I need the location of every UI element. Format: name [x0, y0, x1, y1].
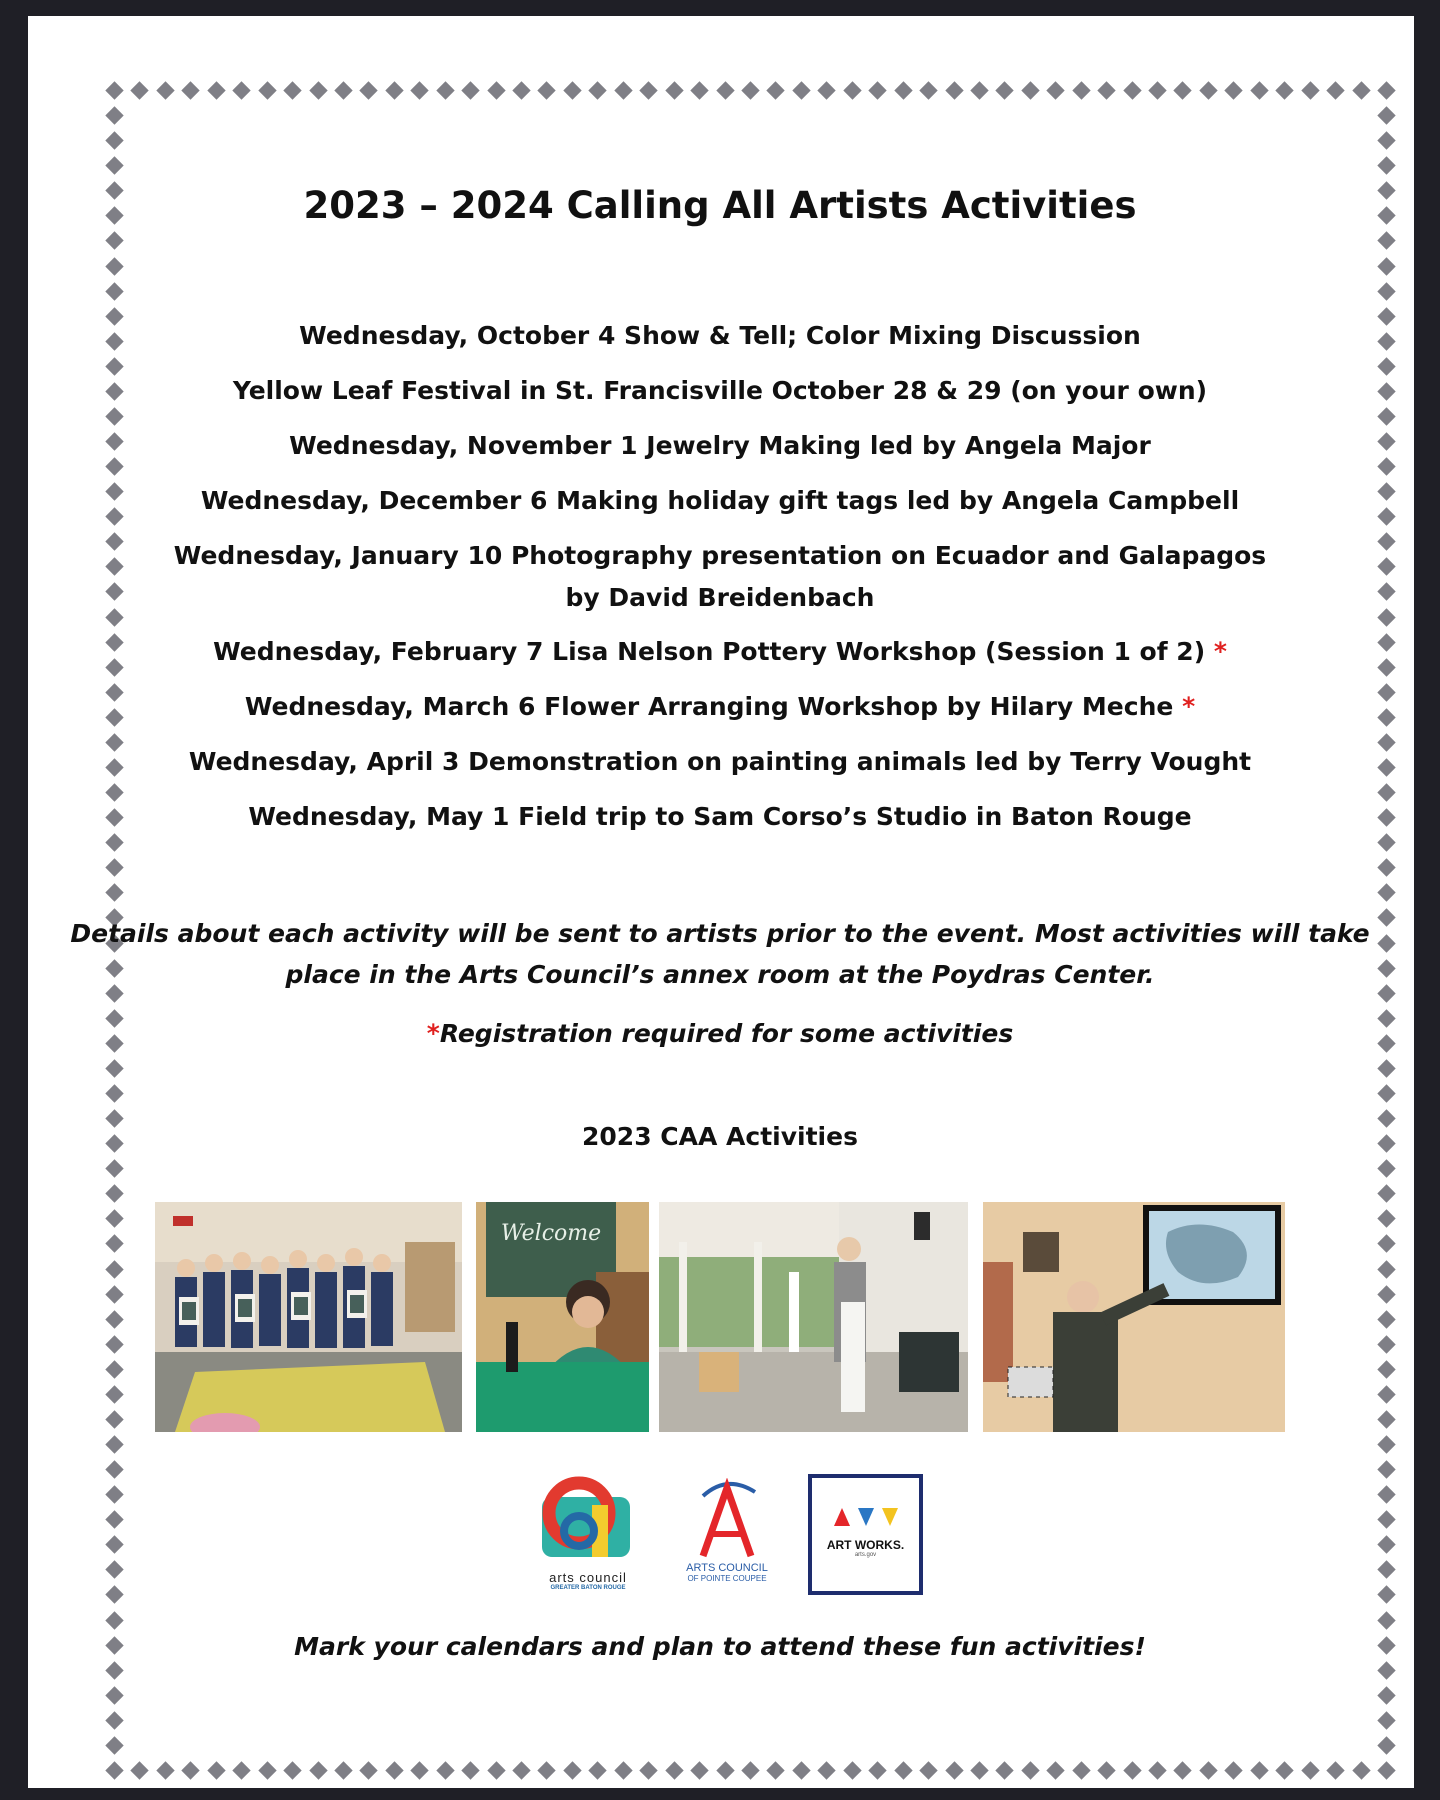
border-diamond	[1377, 658, 1395, 676]
border-diamond	[1377, 1185, 1395, 1203]
event-item-oct	[110, 315, 1330, 357]
event-text: Wednesday, December 6 Making holiday gift tags led by Angela Campbell	[200, 486, 1240, 515]
logo-gbr-line1: arts council	[549, 1570, 627, 1585]
border-diamond	[1174, 81, 1192, 99]
event-text: Yellow Leaf Festival in St. Francisville October 28 & 29 (on your own)	[232, 376, 1208, 405]
border-diamond	[589, 81, 607, 99]
border-diamond	[665, 1761, 683, 1779]
border-diamond	[1377, 1586, 1395, 1604]
border-diamond	[182, 1761, 200, 1779]
border-diamond	[818, 1761, 836, 1779]
border-diamond	[640, 81, 658, 99]
border-diamond	[919, 81, 937, 99]
page-title: 2023 – 2024 Calling All Artists Activities	[303, 184, 1137, 227]
border-diamond	[105, 859, 123, 877]
border-diamond	[283, 81, 301, 99]
border-diamond	[182, 81, 200, 99]
border-diamond	[1377, 508, 1395, 526]
border-diamond	[1377, 633, 1395, 651]
border-diamond	[1377, 909, 1395, 927]
border-diamond	[1377, 1134, 1395, 1152]
border-diamond	[1377, 1160, 1395, 1178]
border-diamond	[1377, 859, 1395, 877]
border-diamond	[1097, 81, 1115, 99]
border-diamond	[1250, 1761, 1268, 1779]
border-diamond	[131, 1761, 149, 1779]
border-diamond	[105, 81, 123, 99]
border-diamond	[1377, 533, 1395, 551]
border-diamond	[105, 1485, 123, 1503]
border-diamond	[1148, 81, 1166, 99]
border-diamond	[334, 1761, 352, 1779]
border-diamond	[105, 1059, 123, 1077]
border-diamond	[741, 81, 759, 99]
border-diamond	[1377, 1285, 1395, 1303]
photo-porch-painting	[659, 1202, 968, 1432]
border-diamond	[1021, 81, 1039, 99]
border-diamond	[1021, 1761, 1039, 1779]
border-diamond	[105, 1410, 123, 1428]
border-diamond	[105, 1160, 123, 1178]
group-painting-photo-icon	[155, 1202, 462, 1432]
border-diamond	[1377, 1084, 1395, 1102]
border-diamond	[792, 1761, 810, 1779]
border-diamond	[105, 1711, 123, 1729]
border-diamond	[1225, 81, 1243, 99]
registration-star: *	[1213, 637, 1227, 666]
border-diamond	[105, 1235, 123, 1253]
border-diamond	[232, 81, 250, 99]
border-diamond	[258, 1761, 276, 1779]
border-diamond	[741, 1761, 759, 1779]
border-diamond	[818, 81, 836, 99]
border-diamond	[105, 232, 123, 250]
border-diamond	[589, 1761, 607, 1779]
event-item-dec	[110, 480, 1330, 522]
border-diamond	[105, 1285, 123, 1303]
event-item-mar	[110, 686, 1330, 728]
border-diamond	[1377, 1410, 1395, 1428]
border-diamond	[1123, 81, 1141, 99]
border-diamond	[411, 1761, 429, 1779]
border-diamond	[1377, 1260, 1395, 1278]
border-diamond	[105, 1435, 123, 1453]
border-diamond	[945, 81, 963, 99]
border-diamond	[1199, 1761, 1217, 1779]
border-diamond	[1377, 482, 1395, 500]
registration-text: Registration required for some activities	[439, 1019, 1014, 1048]
registration-star: *	[426, 1019, 440, 1048]
border-diamond	[1377, 834, 1395, 852]
border-diamond	[1276, 1761, 1294, 1779]
closing-line: Mark your calendars and plan to attend these fun activities!	[294, 1632, 1146, 1661]
event-item-yellow-leaf	[110, 370, 1330, 412]
border-diamond	[461, 1761, 479, 1779]
border-diamond	[716, 81, 734, 99]
border-diamond	[1377, 583, 1395, 601]
border-diamond	[563, 1761, 581, 1779]
border-diamond	[767, 1761, 785, 1779]
border-diamond	[105, 157, 123, 175]
border-diamond	[1377, 1511, 1395, 1529]
border-diamond	[105, 884, 123, 902]
event-text: Wednesday, May 1 Field trip to Sam Corso’s Studio in Baton Rouge	[248, 802, 1192, 831]
border-diamond	[1377, 407, 1395, 425]
border-diamond	[1377, 733, 1395, 751]
border-diamond	[1352, 1761, 1370, 1779]
border-diamond	[105, 1210, 123, 1228]
border-diamond	[996, 81, 1014, 99]
border-diamond	[1148, 1761, 1166, 1779]
border-diamond	[512, 1761, 530, 1779]
border-diamond	[1377, 758, 1395, 776]
border-diamond	[1377, 959, 1395, 977]
border-diamond	[894, 1761, 912, 1779]
border-diamond	[105, 1511, 123, 1529]
event-text: Wednesday, November 1 Jewelry Making led by Angela Major	[289, 431, 1151, 460]
logo-pc-line2: OF POINTE COUPEE	[687, 1574, 767, 1583]
border-diamond	[309, 1761, 327, 1779]
art-works-triangles-icon	[812, 1478, 919, 1533]
border-diamond	[1097, 1761, 1115, 1779]
border-diamond	[1377, 1059, 1395, 1077]
border-diamond	[461, 81, 479, 99]
border-diamond	[1377, 457, 1395, 475]
border-diamond	[690, 1761, 708, 1779]
border-diamond	[1276, 81, 1294, 99]
border-diamond	[105, 1385, 123, 1403]
border-diamond	[156, 81, 174, 99]
border-diamond	[1072, 1761, 1090, 1779]
border-diamond	[716, 1761, 734, 1779]
border-diamond	[1377, 1686, 1395, 1704]
border-diamond	[1377, 1235, 1395, 1253]
border-diamond	[1377, 1561, 1395, 1579]
border-diamond	[105, 1260, 123, 1278]
border-diamond	[1377, 984, 1395, 1002]
logo-artworks-line2: arts.gov	[854, 1552, 877, 1558]
border-diamond	[309, 81, 327, 99]
border-diamond	[1377, 608, 1395, 626]
event-text: Wednesday, January 10 Photography presentation on Ecuador and Galapagos	[173, 541, 1267, 570]
border-diamond	[1377, 683, 1395, 701]
border-diamond	[1377, 106, 1395, 124]
border-diamond	[1377, 157, 1395, 175]
event-text: Wednesday, March 6 Flower Arranging Workshop by Hilary Meche	[244, 692, 1174, 721]
border-diamond	[538, 1761, 556, 1779]
border-diamond	[792, 81, 810, 99]
logo-pc-line1: ARTS COUNCIL	[686, 1562, 768, 1574]
border-diamond	[868, 1761, 886, 1779]
border-diamond	[1377, 1335, 1395, 1353]
border-diamond	[512, 81, 530, 99]
border-diamond	[105, 257, 123, 275]
event-text-continued: by David Breidenbach	[565, 583, 875, 612]
border-diamond	[1377, 382, 1395, 400]
border-diamond	[614, 81, 632, 99]
border-diamond	[767, 81, 785, 99]
border-diamond	[1377, 332, 1395, 350]
border-diamond	[1377, 884, 1395, 902]
border-diamond	[538, 81, 556, 99]
border-diamond	[1377, 1009, 1395, 1027]
border-diamond	[1377, 1385, 1395, 1403]
border-diamond	[1199, 81, 1217, 99]
border-diamond	[105, 131, 123, 149]
border-diamond	[1377, 1109, 1395, 1127]
border-diamond	[1377, 1460, 1395, 1478]
border-diamond	[1377, 558, 1395, 576]
border-diamond	[1326, 81, 1344, 99]
welcome-woman-photo-icon	[476, 1202, 649, 1432]
border-diamond	[996, 1761, 1014, 1779]
logo-artworks-line1: ART WORKS.	[826, 1538, 905, 1552]
border-diamond	[436, 1761, 454, 1779]
event-item-nov	[110, 425, 1330, 467]
border-diamond	[105, 1310, 123, 1328]
border-diamond	[665, 81, 683, 99]
border-diamond	[1377, 182, 1395, 200]
border-diamond	[131, 81, 149, 99]
border-diamond	[1047, 1761, 1065, 1779]
border-diamond	[360, 1761, 378, 1779]
logo-arts-council-gbr	[534, 1465, 642, 1597]
border-diamond	[207, 1761, 225, 1779]
border-diamond	[1377, 131, 1395, 149]
logo-art-works	[808, 1474, 923, 1595]
logo-gbr-line2: GREATER BATON ROUGE	[550, 1585, 626, 1591]
border-diamond	[411, 81, 429, 99]
border-diamond	[1377, 357, 1395, 375]
border-diamond	[105, 1335, 123, 1353]
border-diamond	[614, 1761, 632, 1779]
border-diamond	[1377, 1435, 1395, 1453]
event-item-apr	[110, 741, 1330, 783]
border-diamond	[1377, 207, 1395, 225]
border-diamond	[105, 106, 123, 124]
border-diamond	[232, 1761, 250, 1779]
border-diamond	[1377, 934, 1395, 952]
border-diamond	[105, 1686, 123, 1704]
details-line-2: place in the Arts Council’s annex room at the Poydras Center.	[285, 960, 1155, 989]
border-diamond	[1377, 783, 1395, 801]
border-diamond	[1250, 81, 1268, 99]
porch-painting-photo-icon	[659, 1202, 968, 1432]
event-text: Wednesday, February 7 Lisa Nelson Pottery Workshop (Session 1 of 2)	[213, 637, 1206, 666]
border-diamond	[105, 1736, 123, 1754]
border-diamond	[258, 81, 276, 99]
border-diamond	[1377, 1360, 1395, 1378]
photos-heading: 2023 CAA Activities	[582, 1122, 858, 1151]
registration-note	[110, 1013, 1330, 1054]
event-text: Wednesday, October 4 Show & Tell; Color Mixing Discussion	[299, 321, 1141, 350]
photo-map-presentation	[983, 1202, 1285, 1432]
arts-council-pc-logo-icon	[681, 1478, 773, 1558]
border-diamond	[487, 81, 505, 99]
border-diamond	[1377, 708, 1395, 726]
border-diamond	[1377, 257, 1395, 275]
border-diamond	[1377, 81, 1395, 99]
border-diamond	[1377, 808, 1395, 826]
border-diamond	[1377, 1310, 1395, 1328]
border-diamond	[385, 81, 403, 99]
border-diamond	[1377, 1536, 1395, 1554]
presentation-map-photo-icon	[983, 1202, 1285, 1432]
photo-group-painting	[155, 1202, 462, 1432]
border-diamond	[1326, 1761, 1344, 1779]
border-diamond	[487, 1761, 505, 1779]
border-diamond	[334, 81, 352, 99]
border-diamond	[1352, 81, 1370, 99]
border-diamond	[843, 81, 861, 99]
border-diamond	[945, 1761, 963, 1779]
border-diamond	[1174, 1761, 1192, 1779]
border-diamond	[105, 1586, 123, 1604]
border-diamond	[385, 1761, 403, 1779]
border-diamond	[1047, 81, 1065, 99]
border-diamond	[105, 1761, 123, 1779]
border-diamond	[1377, 1711, 1395, 1729]
border-diamond	[894, 81, 912, 99]
border-diamond	[1123, 1761, 1141, 1779]
border-diamond	[690, 81, 708, 99]
border-diamond	[105, 1084, 123, 1102]
border-diamond	[1377, 1210, 1395, 1228]
event-item-jan	[110, 535, 1330, 619]
border-diamond	[1377, 1034, 1395, 1052]
registration-star: *	[1182, 692, 1196, 721]
border-diamond	[1377, 282, 1395, 300]
border-diamond	[207, 81, 225, 99]
event-text: Wednesday, April 3 Demonstration on painting animals led by Terry Vought	[188, 747, 1252, 776]
arts-council-gbr-logo-icon	[534, 1465, 642, 1563]
event-item-may	[110, 796, 1330, 838]
border-diamond	[1377, 1736, 1395, 1754]
border-diamond	[640, 1761, 658, 1779]
details-note	[70, 913, 1370, 995]
border-diamond	[1377, 1761, 1395, 1779]
border-diamond	[1377, 232, 1395, 250]
border-diamond	[156, 1761, 174, 1779]
border-diamond	[283, 1761, 301, 1779]
border-diamond	[919, 1761, 937, 1779]
border-diamond	[436, 81, 454, 99]
border-diamond	[1377, 307, 1395, 325]
event-item-feb	[110, 631, 1330, 673]
border-diamond	[563, 81, 581, 99]
border-diamond	[970, 1761, 988, 1779]
border-diamond	[1072, 81, 1090, 99]
border-diamond	[1301, 81, 1319, 99]
chalkboard-text: Welcome	[500, 1221, 602, 1246]
border-diamond	[105, 282, 123, 300]
details-line-1: Details about each activity will be sent to artists prior to the event. Most activities will take	[70, 919, 1370, 948]
border-diamond	[1377, 1485, 1395, 1503]
photo-welcome-table	[476, 1202, 649, 1432]
border-diamond	[1301, 1761, 1319, 1779]
border-diamond	[1377, 432, 1395, 450]
border-diamond	[868, 81, 886, 99]
border-diamond	[105, 1185, 123, 1203]
border-diamond	[843, 1761, 861, 1779]
border-diamond	[105, 1460, 123, 1478]
border-diamond	[1225, 1761, 1243, 1779]
border-diamond	[105, 1561, 123, 1579]
border-diamond	[970, 81, 988, 99]
border-diamond	[105, 1536, 123, 1554]
border-diamond	[105, 1360, 123, 1378]
border-diamond	[360, 81, 378, 99]
logo-arts-council-pc	[681, 1478, 773, 1584]
